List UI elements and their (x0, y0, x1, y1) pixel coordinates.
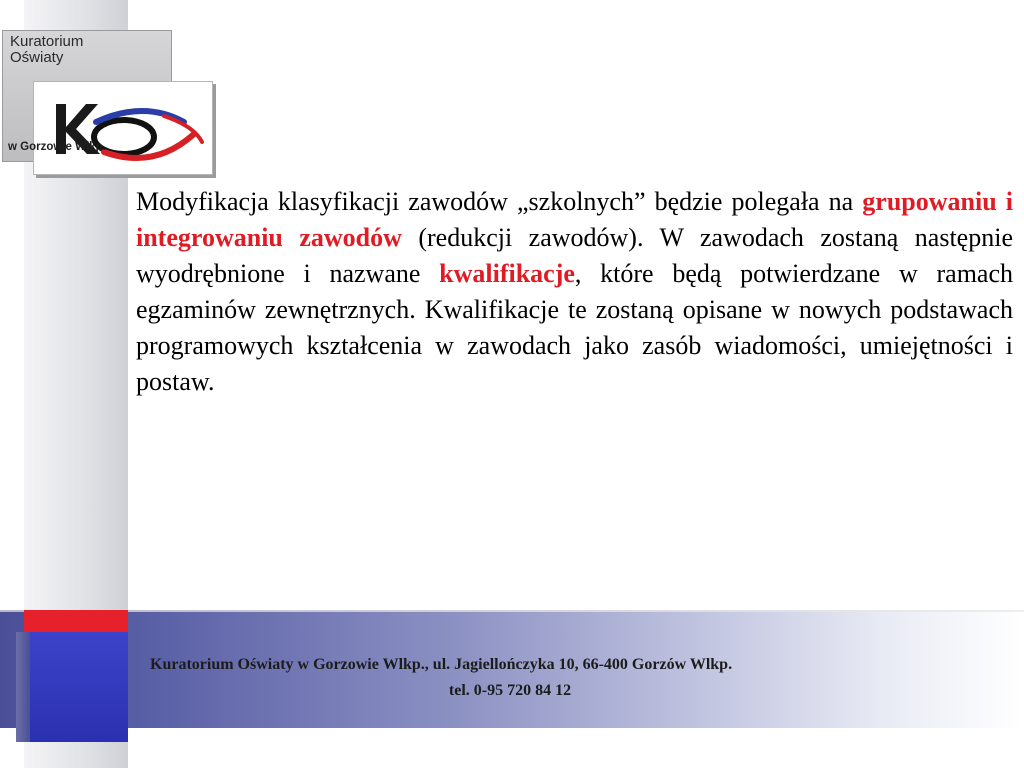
logo-emblem-icon (33, 81, 213, 175)
highlight-grupowanie: grupowaniu i integrowaniu zawodów (136, 187, 1013, 252)
footer-address: Kuratorium Oświaty w Gorzowie Wlkp., ul. Jagiellończyka 10, 66-400 Gorzów Wlkp. (150, 656, 733, 673)
text-part-3: , które będą potwierdzane w ramach egzaminów zewnętrznych. Kwalifikacje te zostaną opisane w nowych podstawach programowych kształcenia w zawodach jako zasób wiadomości, umiejętności i postaw. (136, 259, 1013, 396)
text-part-1: Modyfikacja klasyfikacji zawodów „szkolnych” będzie polegała na (136, 187, 863, 216)
main-paragraph (136, 184, 1013, 400)
footer-phone: tel. 0-95 720 84 12 (448, 682, 572, 699)
logo-title-line1: Kuratorium (10, 33, 84, 50)
footer-left-decor (16, 632, 30, 742)
kuratorium-logo (2, 30, 172, 162)
logo-subtitle: w Gorzowie Wlkp. (8, 141, 106, 153)
text-part-2: (redukcji zawodów). W zawodach zostaną następnie wyodrębnione i nazwane (136, 223, 1013, 288)
highlight-kwalifikacje: kwalifikacje (439, 259, 575, 288)
logo-title-line2: Oświaty (10, 49, 64, 66)
blue-accent-block (30, 632, 128, 742)
logo-title (10, 34, 83, 66)
red-accent-block (24, 610, 128, 632)
